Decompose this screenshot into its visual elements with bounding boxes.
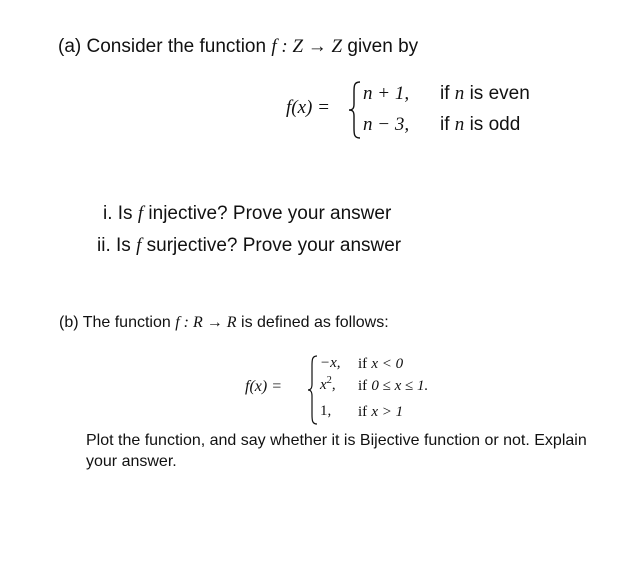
case-inequality: x > 1 [371, 404, 404, 420]
question-variable: f [136, 235, 142, 256]
part-b-label: (b) [59, 314, 79, 331]
question-variable: f [137, 203, 144, 224]
case-inequality: 0 ≤ x ≤ 1. [371, 378, 429, 394]
case-inequality: x < 0 [371, 356, 404, 372]
part-b-instruction: Plot the function, and say whether it is Bijective function or not. Explain your answer. [86, 432, 587, 470]
case-if: if [358, 404, 368, 420]
part-b-case2-expression [320, 377, 336, 394]
part-a-intro: Consider the function [86, 36, 267, 57]
case-if: if [440, 83, 450, 104]
case-if: if [440, 114, 450, 135]
case-variable: n [454, 114, 465, 135]
part-a-lhs: f(x) = [286, 97, 330, 118]
part-b-lhs: f(x) = [245, 378, 282, 395]
case-expression: 1, [320, 403, 332, 419]
part-b-case1-condition [358, 355, 403, 373]
question-text: injective? Prove your answer [148, 203, 392, 224]
question-pre: Is [116, 235, 131, 256]
part-b-intro: The function [82, 314, 171, 331]
part-a-question-i [103, 203, 391, 225]
part-a-given-by: given by [347, 36, 419, 57]
case-if: if [358, 356, 368, 372]
question-pre: Is [117, 203, 133, 224]
part-b-defined: is defined as follows: [241, 314, 389, 331]
part-b-brace [307, 354, 319, 426]
part-b-case3-expression [320, 403, 331, 420]
part-a-case1-condition [440, 83, 530, 105]
case-expression: x [320, 377, 327, 393]
part-a-function-signature: f : Z → Z [271, 36, 343, 57]
part-a-heading [58, 36, 418, 58]
part-b-case2-condition [358, 377, 428, 395]
part-a-label: (a) [58, 36, 82, 57]
part-a-case2-condition [440, 114, 520, 136]
question-label: ii. [97, 235, 111, 256]
part-a-case1-expression: n + 1, [363, 83, 410, 104]
part-a-brace [348, 80, 362, 140]
case-if: if [358, 378, 368, 394]
part-b-function-signature: f : R → R [175, 314, 237, 331]
case-exponent: 2 [326, 375, 332, 386]
part-b-case1-expression [320, 355, 341, 372]
case-rest: is even [469, 83, 530, 104]
part-b-case3-condition [358, 403, 403, 421]
part-a-case2-expression: n − 3, [363, 114, 410, 135]
question-text: surjective? Prove your answer [146, 235, 402, 256]
case-rest: is odd [469, 114, 521, 135]
case-expression: −x, [320, 355, 341, 371]
case-variable: n [454, 83, 465, 104]
part-a-question-ii [97, 235, 401, 257]
question-label: i. [103, 203, 113, 224]
case-comma: , [331, 377, 336, 393]
part-b-heading [59, 314, 389, 332]
